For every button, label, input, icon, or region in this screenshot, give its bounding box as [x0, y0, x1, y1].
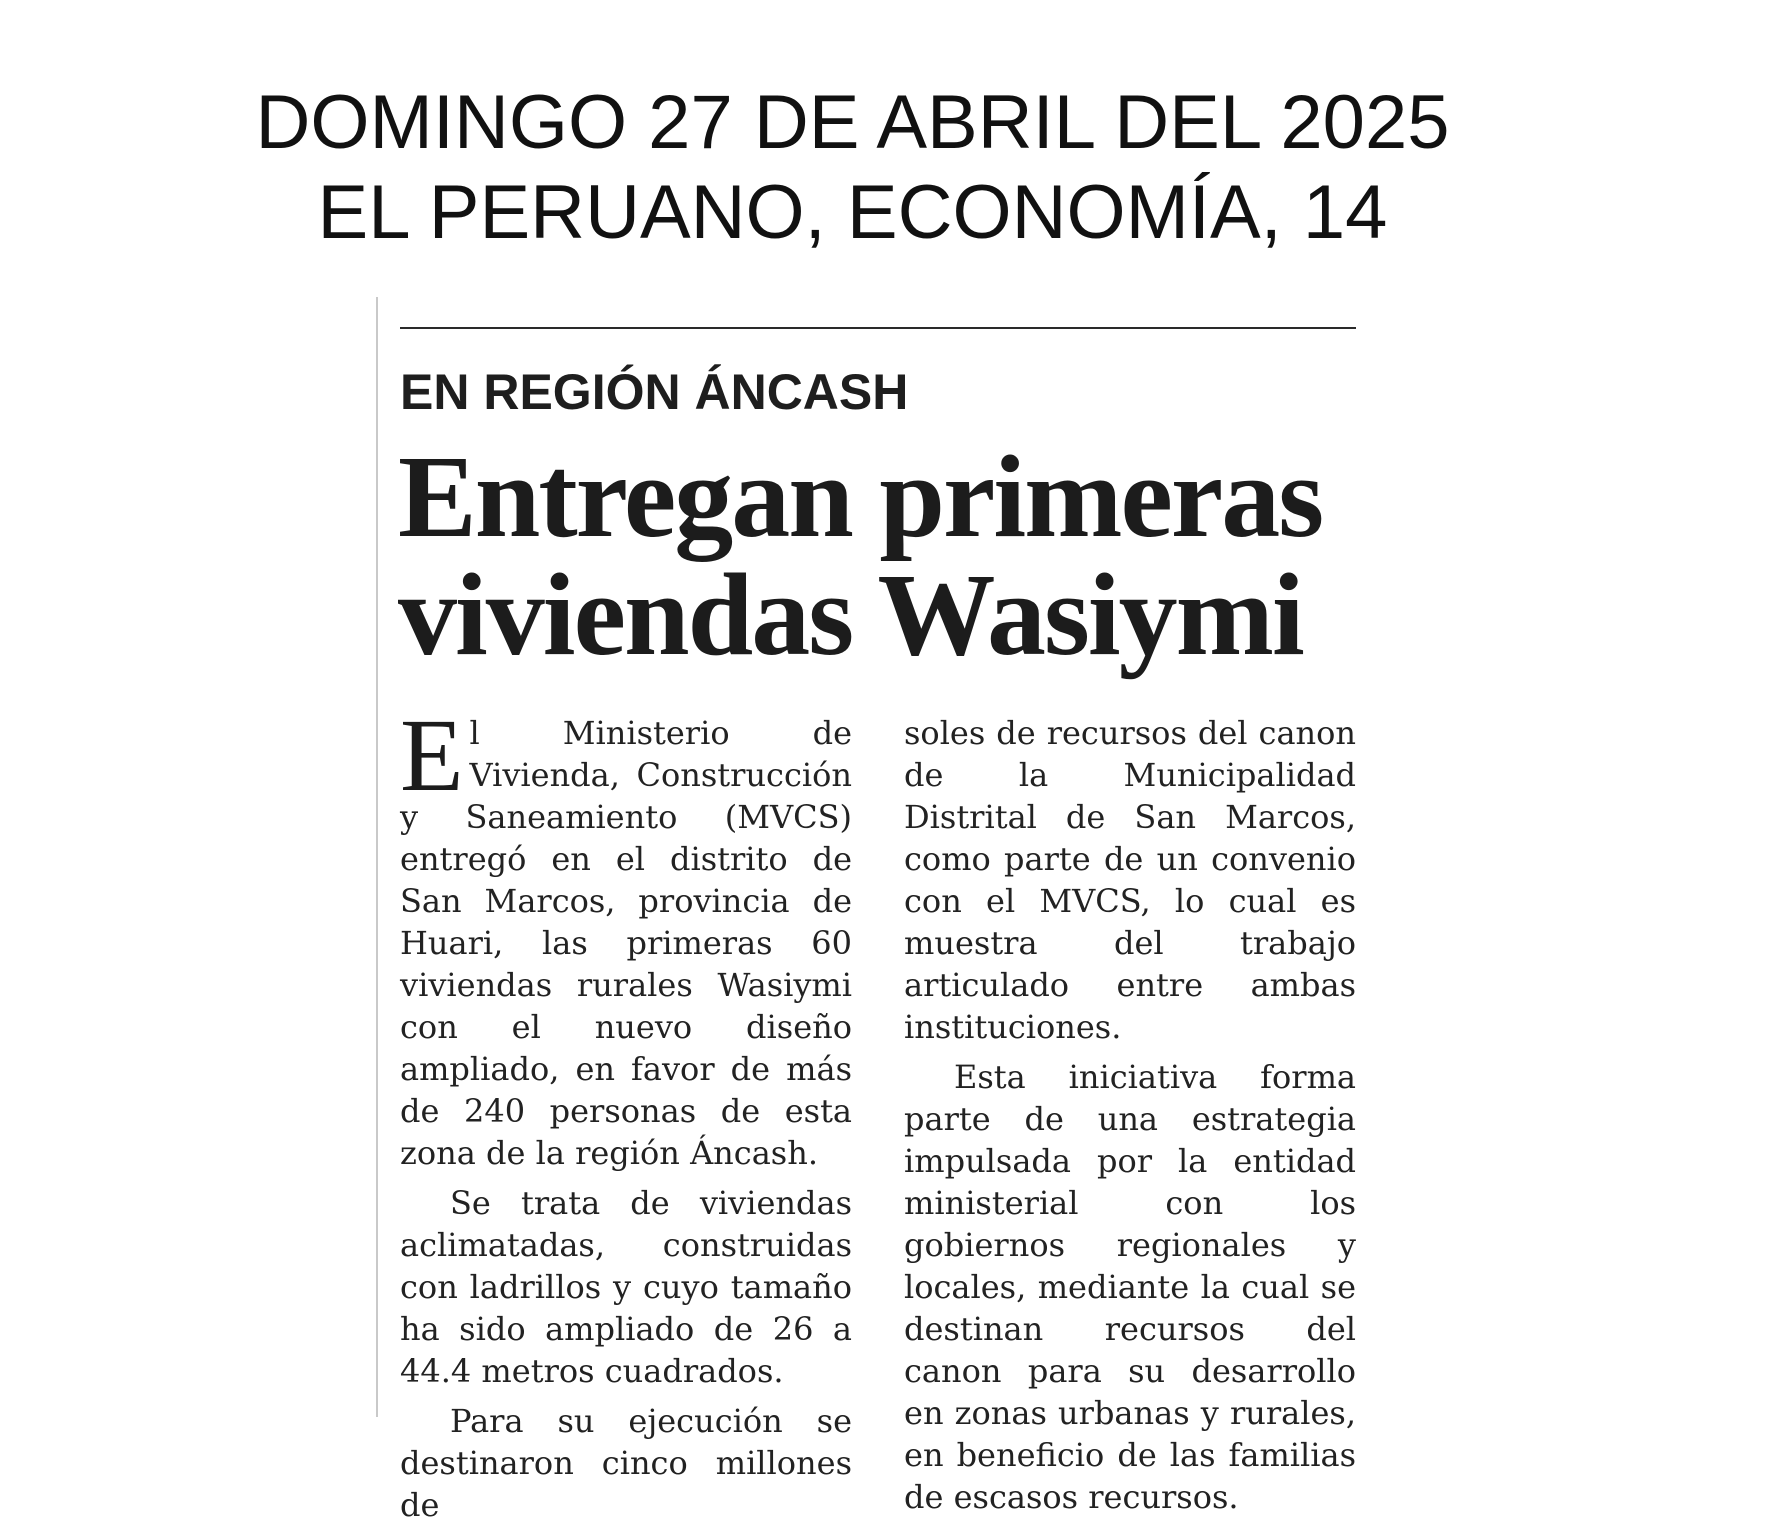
paragraph-2: Se trata de viviendas aclimatadas, construidas con ladrillos y cuyo tamaño ha sido ampliado de 26 a 44.4 metros cuadrados. — [400, 1184, 852, 1390]
article-column-left — [400, 698, 852, 1534]
article-kicker: EN REGIÓN ÁNCASH — [400, 364, 909, 420]
publication-source: EL PERUANO, ECONOMÍA, 14 — [317, 170, 1388, 255]
article-top-rule — [400, 327, 1356, 329]
article-column-right — [904, 712, 1356, 1526]
paragraph-1-text: l Ministerio de Vivienda, Construcción y Saneamiento (MVCS) entregó en el distrito de San Marcos, provincia de Huari, las primeras 60 viviendas rurales Wasiymi con el nuevo diseño ampliado, en favor de más de 240 personas de esta zona de la región Áncash. — [400, 714, 852, 1172]
article-headline — [398, 431, 1368, 680]
paragraph-3-continued: soles de recursos del canon de la Municipalidad Distrital de San Marcos, como parte de un convenio con el MVCS, lo cual es muestra del trabajo articulado entre ambas instituciones. — [904, 714, 1356, 1046]
headline-line-2: viviendas Wasiymi — [398, 549, 1303, 680]
paragraph-1 — [400, 698, 852, 1174]
headline-line-1: Entregan primeras — [398, 431, 1323, 562]
column-margin-rule — [376, 297, 378, 1417]
paragraph-4: Esta iniciativa forma parte de una estrategia impulsada por la entidad ministerial con los gobiernos regionales y locales, mediante la cual se destinan recursos del canon para su desarrollo en zonas urbanas y rurales, en beneficio de las familias de escasos recursos. — [904, 1058, 1356, 1516]
drop-cap: E — [400, 698, 464, 813]
paragraph-3: Para su ejecución se destinaron cinco millones de — [400, 1402, 852, 1524]
publication-date: DOMINGO 27 DE ABRIL DEL 2025 — [255, 80, 1450, 165]
